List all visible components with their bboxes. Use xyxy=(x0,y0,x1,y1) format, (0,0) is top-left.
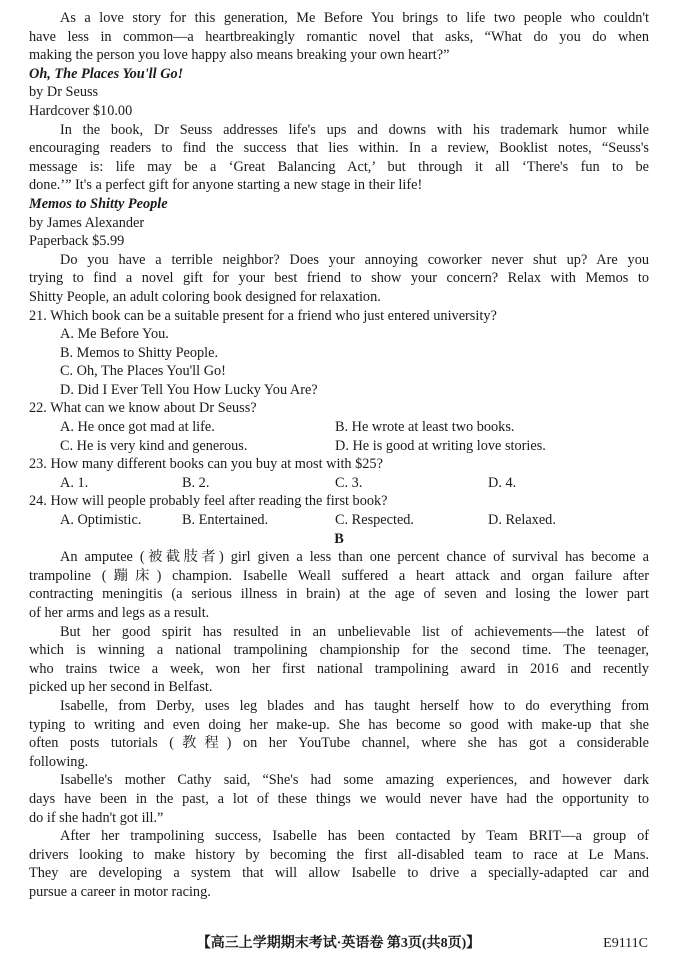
text-line: An amputee (被截肢者) girl given a less than one percent chance of survival has become a xyxy=(60,549,649,566)
text-line: Isabelle's mother Cathy said, “She's had some amazing experiences, and however dark xyxy=(60,772,649,789)
text-line: Memos to Shitty People xyxy=(29,195,168,212)
q24-options-row xyxy=(29,511,649,530)
q22-option-d: D. He is good at writing love stories. xyxy=(335,437,546,454)
text-line: In the book, Dr Seuss addresses life's ups and downs with his trademark humor while xyxy=(60,121,649,138)
text-line: As a love story for this generation, Me Before You brings to life two people who couldn't xyxy=(60,10,649,26)
q24-option-a: A. Optimistic. xyxy=(60,512,142,529)
q23-options-row xyxy=(29,474,649,493)
text-line: drivers looking to make history by becoming the first all-disabled team to race at Le Mans. xyxy=(29,846,649,863)
question-24: 24. How will people probably feel after reading the first book? xyxy=(29,493,388,510)
text-line: But her good spirit has resulted in an unbelievable list of achievements—the latest of xyxy=(60,623,649,640)
question-23: 23. How many different books can you buy at most with $25? xyxy=(29,456,383,473)
text-line: They are developing a system that will allow Isabelle to drive a specially-adapted car and xyxy=(29,865,649,882)
text-line: by James Alexander xyxy=(29,214,145,231)
q22-option-b: B. He wrote at least two books. xyxy=(335,419,515,436)
text-line: B. Memos to Shitty People. xyxy=(60,344,219,361)
text-line: picked up her second in Belfast. xyxy=(29,679,213,696)
q22-options-row-2 xyxy=(29,437,649,456)
text-line: message is: life may be a ‘Great Balancing Act,’ but through it all ‘There's fun to be xyxy=(29,158,649,175)
text-line: A. Me Before You. xyxy=(60,326,169,343)
q24-option-d: D. Relaxed. xyxy=(488,512,556,529)
q24-option-b: B. Entertained. xyxy=(182,512,269,529)
q23-option-c: C. 3. xyxy=(335,474,363,491)
q22-option-a: A. He once got mad at life. xyxy=(60,419,215,436)
text-line: done.’” It's a perfect gift for anyone starting a new stage in their life! xyxy=(29,177,423,194)
text-line: have less in common—a heartbreakingly romantic novel that asks, “What do you do when xyxy=(29,28,649,45)
text-line: Isabelle, from Derby, uses leg blades and has taught herself how to do everything from xyxy=(60,697,649,714)
text-line: 21. Which book can be a suitable present for a friend who just entered university? xyxy=(29,307,497,324)
footer-code: E9111C xyxy=(603,936,648,951)
text-line: trying to find a novel gift for your best friend to show your concern? Relax with Memos to xyxy=(29,270,649,287)
text-line: of her arms and legs as a result. xyxy=(29,605,210,621)
section-b-heading: B xyxy=(334,530,344,547)
passage-b xyxy=(29,548,649,901)
q24-option-c: C. Respected. xyxy=(335,512,415,529)
exam-page xyxy=(29,9,649,902)
q23-option-d: D. 4. xyxy=(488,474,517,491)
q23-option-b: B. 2. xyxy=(182,474,210,491)
text-line: Shitty People, an adult coloring book designed for relaxation. xyxy=(29,288,381,305)
text-line: encouraging readers to find the success that lies within. In a review, Booklist notes, “Seuss's xyxy=(29,140,649,157)
text-line: typing to writing and even doing her make-up. She has become so good with make-up that she xyxy=(29,716,649,733)
text-line: Paperback $5.99 xyxy=(29,233,125,250)
text-line: Do you have a terrible neighbor? Does your annoying coworker never shut up? Are you xyxy=(60,251,649,268)
text-line: D. Did I Ever Tell You How Lucky You Are? xyxy=(60,381,318,398)
passage-a-and-questions xyxy=(29,9,649,418)
text-line: C. Oh, The Places You'll Go! xyxy=(60,363,226,380)
text-line: making the person you love happy also means breaking your own heart?” xyxy=(29,47,450,64)
text-line: trampoline (蹦床) champion. Isabelle Weall suffered a heart attack and organ failure after xyxy=(29,567,649,584)
footer-exam-info: 【高三上学期期末考试·英语卷 第3页(共8页)】 xyxy=(196,936,481,951)
q22-options-row-1 xyxy=(29,418,649,437)
page-footer xyxy=(0,934,677,954)
text-line: do if she hadn't got ill.” xyxy=(29,809,164,826)
text-line: by Dr Seuss xyxy=(29,84,99,101)
text-line: contracting meningitis (a serious illness in brain) at the age of seven and losing the lower part xyxy=(29,586,649,603)
text-line: days have been in the past, a lot of these things we would never have had the opportunity to xyxy=(29,790,649,807)
text-line: following. xyxy=(29,753,89,770)
q22-option-c: C. He is very kind and generous. xyxy=(60,437,248,454)
text-line: Oh, The Places You'll Go! xyxy=(29,65,184,82)
text-line: 22. What can we know about Dr Seuss? xyxy=(29,400,257,417)
text-line: often posts tutorials (教程) on her YouTube channel, where she has got a considerable xyxy=(29,735,649,752)
q23-option-a: A. 1. xyxy=(60,474,89,491)
text-line: who trains twice a week, won her first national trampolining award in 2016 and recently xyxy=(29,660,649,677)
text-line: After her trampolining success, Isabelle has been contacted by Team BRIT—a group of xyxy=(60,828,649,845)
text-line: Hardcover $10.00 xyxy=(29,102,133,119)
text-line: which is winning a national trampolining championship for the second time. The teenager, xyxy=(29,642,649,659)
text-line: pursue a career in motor racing. xyxy=(29,883,211,900)
